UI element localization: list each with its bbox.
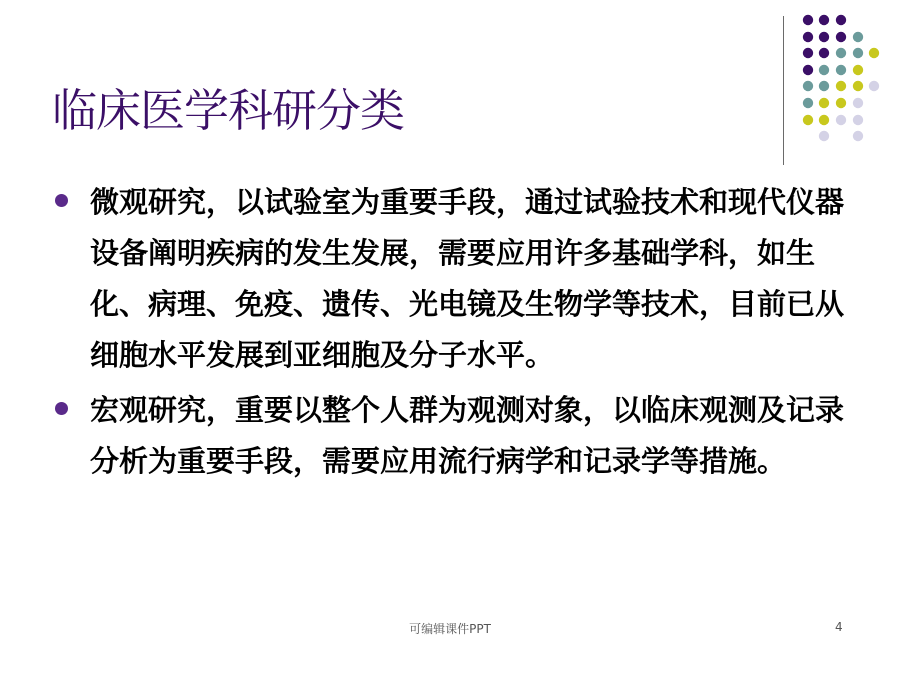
dot-row-3 (803, 48, 879, 58)
dot-row-5 (803, 81, 879, 91)
bullet-dot-icon (55, 194, 68, 207)
dot-row-6 (803, 98, 863, 108)
bullet-dot-icon (55, 402, 68, 415)
dot-row-7 (803, 115, 863, 125)
bullet-item-microscopic-research (52, 177, 852, 381)
footer-caption: 可编辑课件PPT (409, 622, 491, 636)
slide-title: 临床医学科研分类 (52, 84, 405, 137)
bullet-item-macroscopic-research (52, 385, 852, 487)
decorative-dot-grid (796, 10, 896, 150)
bullet-text: 宏观研究，重要以整个人群为观测对象，以临床观测及记录分析为重要手段，需要应用流行病学和记录学等措施。 (90, 393, 845, 478)
dot-row-2 (803, 32, 863, 42)
title-divider-line (783, 16, 784, 165)
page-number: 4 (835, 620, 843, 634)
bullet-list (52, 177, 852, 491)
dot-row-1 (803, 15, 846, 25)
slide-footer (0, 620, 900, 640)
dot-row-8 (819, 131, 863, 141)
dot-row-4 (803, 65, 863, 75)
bullet-text: 微观研究，以试验室为重要手段，通过试验技术和现代仪器设备阐明疾病的发生发展，需要应用许多基础学科，如生化、病理、免疫、遗传、光电镜及生物学等技术，目前已从细胞水平发展到亚细胞及分子水平。 (90, 185, 845, 372)
